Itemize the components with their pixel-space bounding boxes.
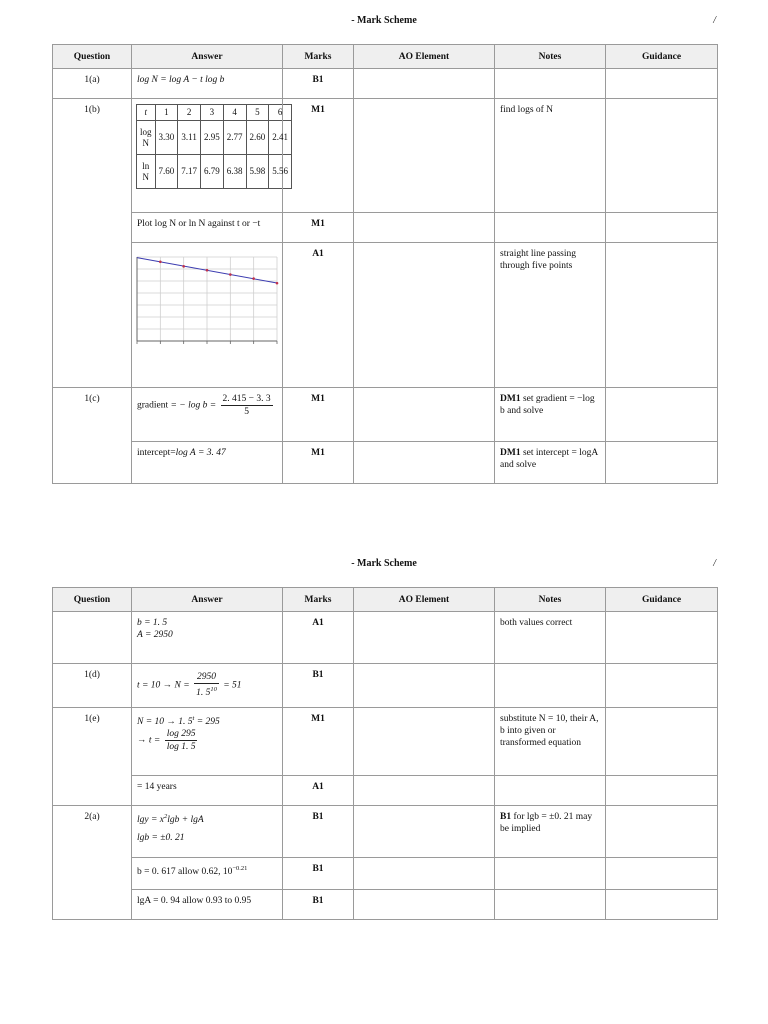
table-row [53, 890, 718, 920]
answer-line: b = 1. 5 [137, 618, 168, 628]
answer-cell [132, 442, 283, 484]
question-number: 1(d) [53, 664, 132, 708]
table-row [53, 388, 718, 442]
cell: 6.79 [201, 155, 224, 189]
answer-text: → t = [137, 735, 161, 746]
mark-scheme-table-2 [52, 587, 718, 920]
mark: M1 [283, 708, 354, 776]
answer-cell [132, 612, 283, 664]
cell: 6.38 [223, 155, 246, 189]
answer-text: Plot log N or ln N against t or −t [132, 213, 283, 243]
table-row [53, 213, 718, 243]
page-title: - Mark Scheme [351, 15, 417, 26]
table-row [53, 99, 718, 213]
data-point [229, 273, 232, 276]
log-values-table [136, 104, 292, 189]
mark: A1 [283, 776, 354, 806]
answer-text: log N = log A − t log b [132, 69, 283, 99]
col-answer: Answer [132, 588, 283, 612]
cell: 3.30 [155, 121, 178, 155]
mark: B1 [283, 890, 354, 920]
answer-cell [132, 858, 283, 890]
exponent: 2 [163, 813, 168, 820]
question-number: 1(e) [53, 708, 132, 806]
table-row [53, 69, 718, 99]
data-point [159, 261, 162, 264]
cell: 2 [178, 105, 201, 121]
table-row [53, 806, 718, 858]
graph-cell [132, 243, 283, 388]
cell: ln N [137, 155, 156, 189]
answer-text: lgb + lgA [167, 815, 204, 826]
answer-line: A = 2950 [137, 630, 173, 640]
mark: M1 [283, 213, 354, 243]
data-point [206, 269, 209, 272]
page-number: / [713, 15, 716, 26]
page-header-1 [52, 15, 716, 29]
mark: B1 [283, 806, 354, 858]
data-point [252, 277, 255, 280]
col-question: Question [53, 45, 132, 69]
note: set gradient = −log b and solve [500, 394, 595, 416]
col-marks: Marks [283, 45, 354, 69]
gradient-label: gradient [137, 400, 169, 411]
note: straight line passing through five points [495, 243, 606, 388]
page-title: - Mark Scheme [351, 558, 417, 569]
log-plot-chart [135, 255, 279, 351]
table-row [53, 612, 718, 664]
denominator [194, 684, 219, 699]
mark: B1 [283, 69, 354, 99]
col-guidance: Guidance [606, 45, 718, 69]
col-question: Question [53, 588, 132, 612]
note: set intercept = logA and solve [500, 448, 598, 470]
question-number: 1(c) [53, 388, 132, 484]
answer-text: lgb = ±0. 21 [137, 833, 185, 844]
cell: log N [137, 121, 156, 155]
col-marks: Marks [283, 588, 354, 612]
question-number: 1(a) [53, 69, 132, 99]
fraction [165, 728, 198, 753]
note-code: DM1 [500, 448, 521, 458]
cell: t [137, 105, 156, 121]
data-point [276, 282, 279, 285]
cell: 1 [155, 105, 178, 121]
answer-cell [132, 99, 289, 213]
answer-text: b = 0. 617 allow 0.62, 10 [137, 867, 233, 878]
cell: 7.17 [178, 155, 201, 189]
answer-text: lgy = x [137, 815, 164, 826]
exponent: 10 [210, 686, 217, 694]
note-code: B1 [500, 812, 512, 822]
mark: A1 [283, 243, 354, 388]
mark-scheme-table-1 [52, 44, 718, 484]
answer-cell [132, 806, 283, 858]
exponent: −0.21 [232, 865, 248, 872]
mark: M1 [283, 388, 354, 442]
intercept-label: intercept= [137, 448, 176, 458]
table-row [53, 776, 718, 806]
note-cell [495, 442, 606, 484]
note: for lgb = ±0. 21 may be implied [500, 812, 593, 834]
mark: M1 [283, 442, 354, 484]
page-header-2 [52, 558, 716, 572]
answer-text: t = 10 → N = [137, 680, 190, 691]
answer-cell [132, 708, 283, 776]
cell: 2.77 [223, 121, 246, 155]
answer-cell [132, 664, 283, 708]
denominator-base: 1. 5 [196, 688, 211, 699]
denominator: 5 [244, 407, 249, 417]
fraction [194, 671, 219, 699]
question-number: 2(a) [53, 806, 132, 920]
note-cell [495, 388, 606, 442]
col-answer: Answer [132, 45, 283, 69]
note: substitute N = 10, their A, b into given or transformed equation [495, 708, 606, 776]
note-cell [495, 806, 606, 858]
cell: 2.41 [269, 121, 292, 155]
note: both values correct [495, 612, 606, 664]
page-number: / [713, 558, 716, 569]
cell: 5.98 [246, 155, 269, 189]
cell: 5.56 [269, 155, 292, 189]
numerator: log 295 [166, 729, 196, 740]
table-row [53, 442, 718, 484]
answer-text: = 14 years [132, 776, 283, 806]
answer-text: = 295 [196, 717, 220, 728]
exponent: t [192, 715, 195, 722]
data-point [182, 265, 185, 268]
cell: 7.60 [155, 155, 178, 189]
mark: B1 [283, 664, 354, 708]
mark: A1 [283, 612, 354, 664]
question-number: 1(b) [53, 99, 132, 388]
answer-cell: gradient = − log b = $\frac{2. 415 - 3. 3}{5}$ [132, 388, 283, 442]
note: find logs of N [495, 99, 606, 213]
answer-text: N = 10 → 1. 5 [137, 717, 193, 728]
table-row [53, 858, 718, 890]
denominator: log 1. 5 [166, 742, 196, 753]
table-row [53, 664, 718, 708]
intercept-value: log A = 3. 47 [175, 448, 226, 458]
numerator: 2950 [194, 671, 219, 684]
answer-text: = 51 [223, 680, 242, 691]
cell: 5 [246, 105, 269, 121]
table-row [53, 708, 718, 776]
col-ao-element: AO Element [354, 45, 495, 69]
cell: 4 [223, 105, 246, 121]
col-ao-element: AO Element [354, 588, 495, 612]
note-code: DM1 [500, 394, 521, 404]
cell: 3 [201, 105, 224, 121]
col-notes: Notes [495, 588, 606, 612]
cell: 3.11 [178, 121, 201, 155]
table-row [53, 243, 718, 388]
gradient-fraction [221, 393, 273, 418]
cell: 2.60 [246, 121, 269, 155]
answer-text: lgA = 0. 94 allow 0.93 to 0.95 [132, 890, 283, 920]
mark: M1 [283, 99, 354, 213]
cell: 2.95 [201, 121, 224, 155]
col-guidance: Guidance [606, 588, 718, 612]
mark: B1 [283, 858, 354, 890]
numerator: 2. 415 − 3. 3 [222, 394, 271, 404]
cell: 6 [269, 105, 292, 121]
col-notes: Notes [495, 45, 606, 69]
